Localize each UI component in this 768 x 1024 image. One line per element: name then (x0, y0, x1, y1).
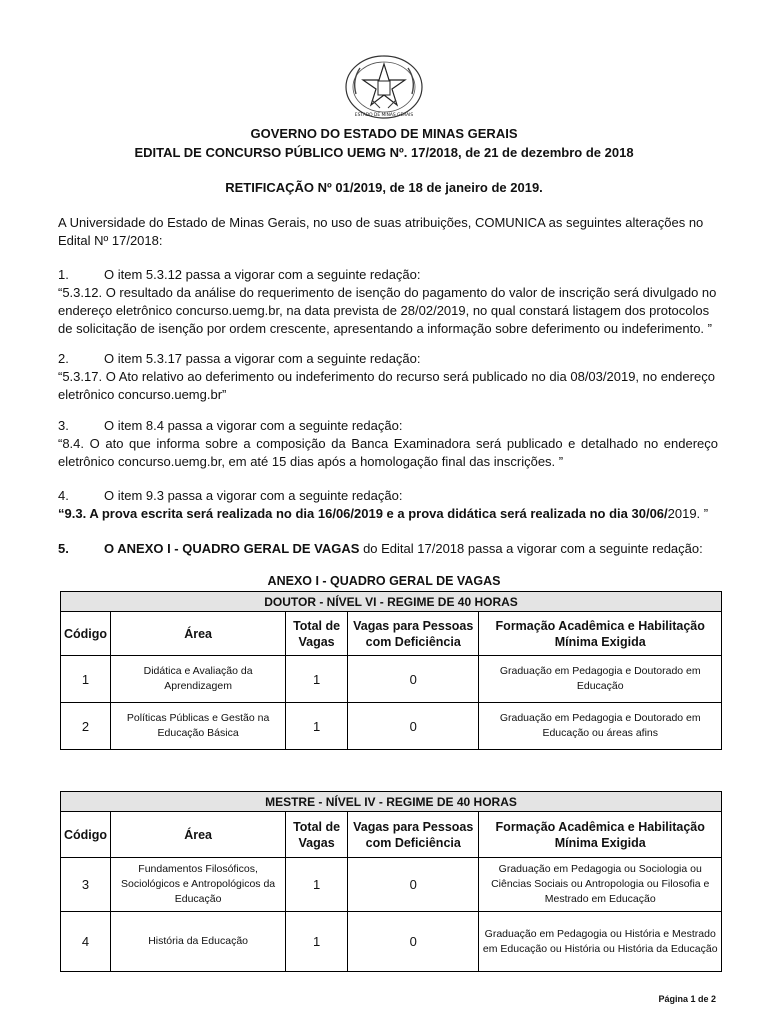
col-total: Total de Vagas (286, 612, 348, 656)
item-1-text: “5.3.12. O resultado da análise do requerimento de isenção do pagamento do valor de inscrição será divulgado no endereço eletrônico concurso.uemg.br, na data prevista de 28/02/2019, no qual constará listagem dos protocolos de solicitação de isenção por ordem crescente, apresentando a informação sobre deferimento ou indeferimento. ” (58, 285, 717, 336)
row-formacao: Graduação em Pedagogia e Doutorado em Educação ou áreas afins (479, 703, 722, 750)
col-pcd: Vagas para Pessoas com Deficiência (348, 812, 479, 858)
row-area: Fundamentos Filosóficos, Sociológicos e Antropológicos da Educação (111, 858, 286, 912)
seal-text: ESTADO DE MINAS GERAIS (354, 113, 414, 118)
page-number: Página 1 de 2 (658, 994, 716, 1004)
row-total: 1 (286, 912, 348, 972)
mestre-band-row (61, 792, 722, 812)
table-row (61, 912, 722, 972)
edital-title: EDITAL DE CONCURSO PÚBLICO UEMG Nº. 17/2018, de 21 de dezembro de 2018 (134, 145, 634, 160)
row-pcd: 0 (348, 912, 479, 972)
intro-paragraph: A Universidade do Estado de Minas Gerais, no uso de suas atribuições, COMUNICA as seguintes alterações no Edital Nº 17/2018: (58, 215, 704, 248)
row-area: Didática e Avaliação da Aprendizagem (111, 656, 286, 703)
doutor-band: DOUTOR - NÍVEL VI - REGIME DE 40 HORAS (61, 592, 722, 612)
row-pcd: 0 (347, 656, 478, 703)
item-2-text: “5.3.17. O Ato relativo ao deferimento ou indeferimento do recurso será publicado no dia 08/03/2019, no endereço eletrônico concurso.uemg.br” (58, 369, 715, 402)
item-3-head: O item 8.4 passa a vigorar com a seguinte redação: (104, 418, 403, 433)
row-formacao: Graduação em Pedagogia e Doutorado em Educação (479, 656, 722, 703)
row-area: Políticas Públicas e Gestão na Educação Básica (111, 703, 286, 750)
item-3-text: “8.4. O ato que informa sobre a composição da Banca Examinadora será publicado e detalhado no endereço eletrônico concurso.uemg.br, em até 15 dias após a homologação final das inscrições. ” (58, 436, 718, 469)
item-4-text-tail: 2019. ” (667, 506, 709, 521)
item-1-number: 1. (58, 267, 69, 282)
item-1-head: O item 5.3.12 passa a vigorar com a seguinte redação: (104, 267, 421, 282)
table-row (61, 703, 722, 750)
row-codigo: 3 (61, 858, 111, 912)
row-codigo: 4 (61, 912, 111, 972)
row-pcd: 0 (347, 703, 478, 750)
item-3-heading (58, 417, 402, 435)
row-pcd: 0 (348, 858, 479, 912)
mestre-band: MESTRE - NÍVEL IV - REGIME DE 40 HORAS (61, 792, 722, 812)
row-codigo: 1 (61, 656, 111, 703)
item-4-head: O item 9.3 passa a vigorar com a seguinte redação: (104, 488, 403, 503)
col-pcd: Vagas para Pessoas com Deficiência (347, 612, 478, 656)
row-total: 1 (286, 703, 348, 750)
doutor-band-row (61, 592, 722, 612)
minas-gerais-seal-icon (342, 54, 426, 120)
retificacao-title: RETIFICAÇÃO Nº 01/2019, de 18 de janeiro de 2019. (225, 180, 543, 195)
row-area: História da Educação (111, 912, 286, 972)
item-5-number: 5. (58, 541, 69, 556)
row-formacao: Graduação em Pedagogia ou História e Mestrado em Educação ou História ou História da Educação (479, 912, 722, 972)
item-2-head: O item 5.3.17 passa a vigorar com a seguinte redação: (104, 351, 421, 366)
annex-title: ANEXO I - QUADRO GERAL DE VAGAS (267, 574, 501, 588)
item-3-number: 3. (58, 418, 69, 433)
doutor-header-row (61, 612, 722, 656)
item-4-heading (58, 487, 402, 505)
item-4-text (58, 505, 718, 523)
mestre-table (60, 791, 722, 972)
row-total: 1 (286, 656, 348, 703)
col-codigo: Código (61, 612, 111, 656)
row-total: 1 (286, 858, 348, 912)
item-5-heading (58, 540, 703, 558)
table-row (61, 656, 722, 703)
col-codigo: Código (61, 812, 111, 858)
item-4-text-bold: “9.3. A prova escrita será realizada no dia 16/06/2019 e a prova didática será realizada no dia 30/06/ (58, 506, 668, 521)
doutor-table (60, 591, 722, 750)
col-total: Total de Vagas (286, 812, 348, 858)
col-formacao: Formação Acadêmica e Habilitação Mínima Exigida (479, 612, 722, 656)
government-title: GOVERNO DO ESTADO DE MINAS GERAIS (250, 126, 518, 141)
mestre-header-row (61, 812, 722, 858)
item-4-number: 4. (58, 488, 69, 503)
item-5-head-bold: O ANEXO I - QUADRO GERAL DE VAGAS (104, 541, 360, 556)
item-1-heading (58, 266, 421, 284)
table-row (61, 858, 722, 912)
row-codigo: 2 (61, 703, 111, 750)
row-formacao: Graduação em Pedagogia ou Sociologia ou Ciências Sociais ou Antropologia ou Filosofia e Mestrado em Educação (479, 858, 722, 912)
item-2-heading (58, 350, 421, 368)
col-formacao: Formação Acadêmica e Habilitação Mínima Exigida (479, 812, 722, 858)
item-5-head-tail: do Edital 17/2018 passa a vigorar com a seguinte redação: (359, 541, 703, 556)
col-area: Área (111, 612, 286, 656)
col-area: Área (111, 812, 286, 858)
item-2-number: 2. (58, 351, 69, 366)
